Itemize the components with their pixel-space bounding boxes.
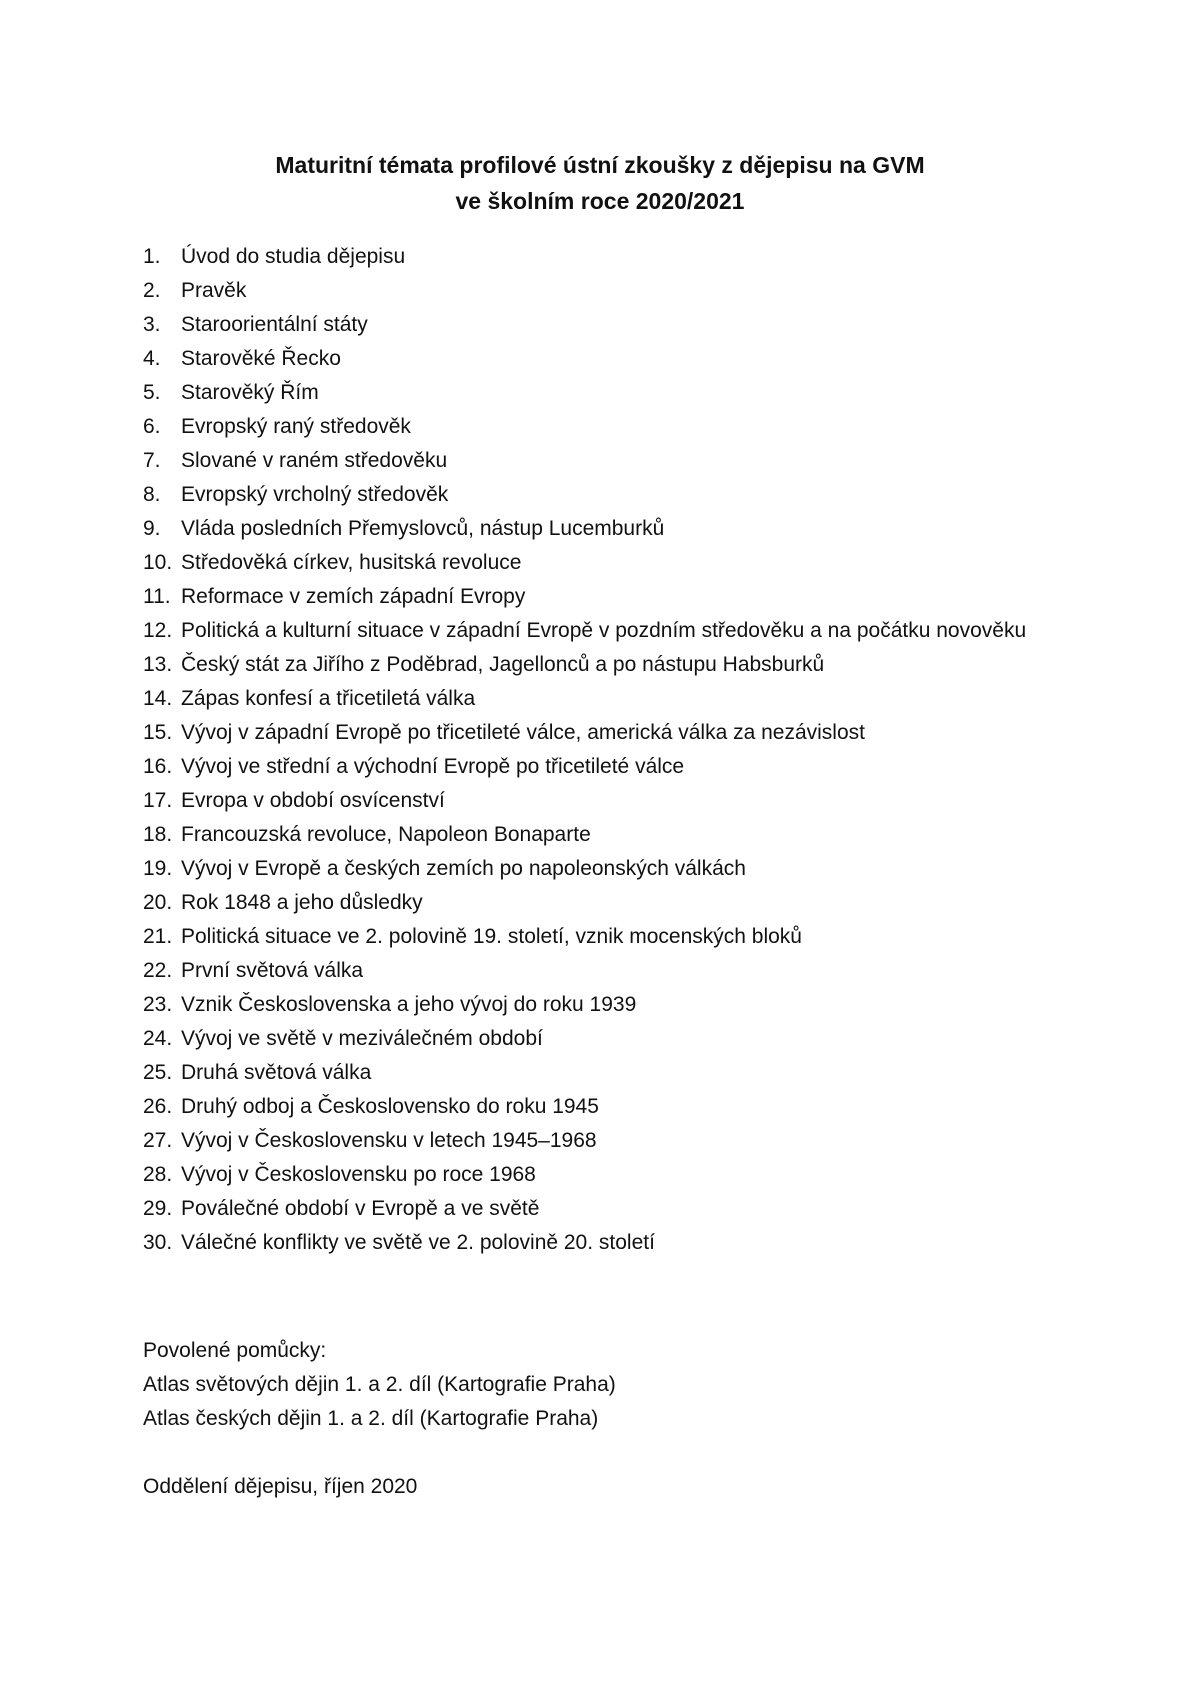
topic-item [143,342,1043,376]
footer-signature: Oddělení dějepisu, říjen 2020 [143,1475,418,1498]
topic-text: Vývoj v Československu v letech 1945–1968 [181,1129,597,1152]
topic-text: První světová válka [181,959,364,982]
topic-number: 30. [143,1231,173,1254]
topic-number: 13. [143,653,173,676]
topic-item [143,274,1043,308]
aids-item: Atlas českých dějin 1. a 2. díl (Kartografie Praha) [143,1407,599,1430]
topic-number: 18. [143,823,173,846]
topic-number: 6. [143,415,161,438]
topic-text: Český stát za Jiřího z Poděbrad, Jagellonců a po nástupu Habsburků [181,653,825,676]
topic-item [143,410,1043,444]
topic-text: Válečné konflikty ve světě ve 2. polovině 20. století [181,1231,655,1254]
topic-text: Pravěk [181,279,247,302]
aids-item: Atlas světových dějin 1. a 2. díl (Kartografie Praha) [143,1373,616,1396]
topic-text: Vznik Československa a jeho vývoj do roku 1939 [181,993,637,1016]
topic-item [143,512,1043,546]
topic-number: 1. [143,245,161,268]
topic-list [143,240,1043,1260]
topic-text: Vývoj ve střední a východní Evropě po třicetileté válce [181,755,685,778]
topic-text: Francouzská revoluce, Napoleon Bonaparte [181,823,591,846]
topic-text: Vývoj v Evropě a českých zemích po napoleonských válkách [181,857,746,880]
title-line-2: ve školním roce 2020/2021 [455,188,745,214]
topic-text: Druhý odboj a Československo do roku 1945 [181,1095,599,1118]
topic-number: 21. [143,925,173,948]
topic-item [143,478,1043,512]
topic-text: Druhá světová válka [181,1061,372,1084]
topic-item [143,1158,1043,1192]
topic-text: Evropský vrcholný středověk [181,483,449,506]
topic-text: Úvod do studia dějepisu [181,245,406,268]
topic-text: Středověká církev, husitská revoluce [181,551,522,574]
topic-number: 17. [143,789,173,812]
topic-item [143,376,1043,410]
topic-number: 4. [143,347,161,370]
topic-item [143,1226,1043,1260]
topic-text: Vývoj ve světě v meziválečném období [181,1027,543,1050]
topic-text: Politická a kulturní situace v západní Evropě v pozdním středověku a na počátku novověku [181,619,1027,642]
topic-item [143,546,1043,580]
topic-number: 15. [143,721,173,744]
document-title [0,147,1200,219]
topic-number: 24. [143,1027,173,1050]
title-line-1: Maturitní témata profilové ústní zkoušky z dějepisu na GVM [275,152,925,178]
topic-item [143,444,1043,478]
topic-item [143,818,1043,852]
topic-number: 19. [143,857,173,880]
topic-text: Poválečné období v Evropě a ve světě [181,1197,540,1220]
topic-text: Politická situace ve 2. polovině 19. století, vznik mocenských bloků [181,925,802,948]
topic-number: 7. [143,449,161,472]
topic-item [143,1124,1043,1158]
topic-item [143,240,1043,274]
topic-item [143,580,1043,614]
topic-item [143,886,1043,920]
topic-item [143,1192,1043,1226]
topic-text: Evropský raný středověk [181,415,411,438]
topic-number: 8. [143,483,161,506]
topic-number: 25. [143,1061,173,1084]
topic-item [143,716,1043,750]
topic-number: 9. [143,517,161,540]
topic-text: Starověký Řím [181,381,319,404]
aids-heading: Povolené pomůcky: [143,1339,327,1362]
topic-text: Evropa v období osvícenství [181,789,445,812]
topic-item [143,784,1043,818]
topic-number: 11. [143,585,171,608]
topic-number: 14. [143,687,173,710]
topic-number: 22. [143,959,173,982]
topic-number: 10. [143,551,173,574]
topic-number: 27. [143,1129,173,1152]
topic-item [143,682,1043,716]
permitted-aids [143,1334,616,1436]
topic-text: Vývoj v západní Evropě po třicetileté válce, americká válka za nezávislost [181,721,865,744]
topic-item [143,1090,1043,1124]
topic-text: Rok 1848 a jeho důsledky [181,891,423,914]
topic-number: 29. [143,1197,173,1220]
topic-item [143,988,1043,1022]
topic-item [143,954,1043,988]
topic-item [143,852,1043,886]
topic-number: 28. [143,1163,173,1186]
topic-number: 12. [143,619,173,642]
topic-item [143,648,1043,682]
topic-item [143,308,1043,342]
topic-text: Slované v raném středověku [181,449,448,472]
topic-item [143,1022,1043,1056]
topic-number: 26. [143,1095,173,1118]
topic-item [143,920,1043,954]
topic-item [143,614,1043,648]
topic-text: Starověké Řecko [181,347,341,370]
topic-number: 3. [143,313,161,336]
topic-text: Zápas konfesí a třicetiletá válka [181,687,476,710]
topic-text: Vývoj v Československu po roce 1968 [181,1163,536,1186]
topic-number: 5. [143,381,161,404]
topic-number: 20. [143,891,173,914]
topic-item [143,750,1043,784]
topic-text: Staroorientální státy [181,313,368,336]
topic-number: 23. [143,993,173,1016]
topic-text: Vláda posledních Přemyslovců, nástup Lucemburků [181,517,665,540]
topic-item [143,1056,1043,1090]
topic-number: 16. [143,755,173,778]
topic-number: 2. [143,279,161,302]
topic-text: Reformace v zemích západní Evropy [181,585,526,608]
